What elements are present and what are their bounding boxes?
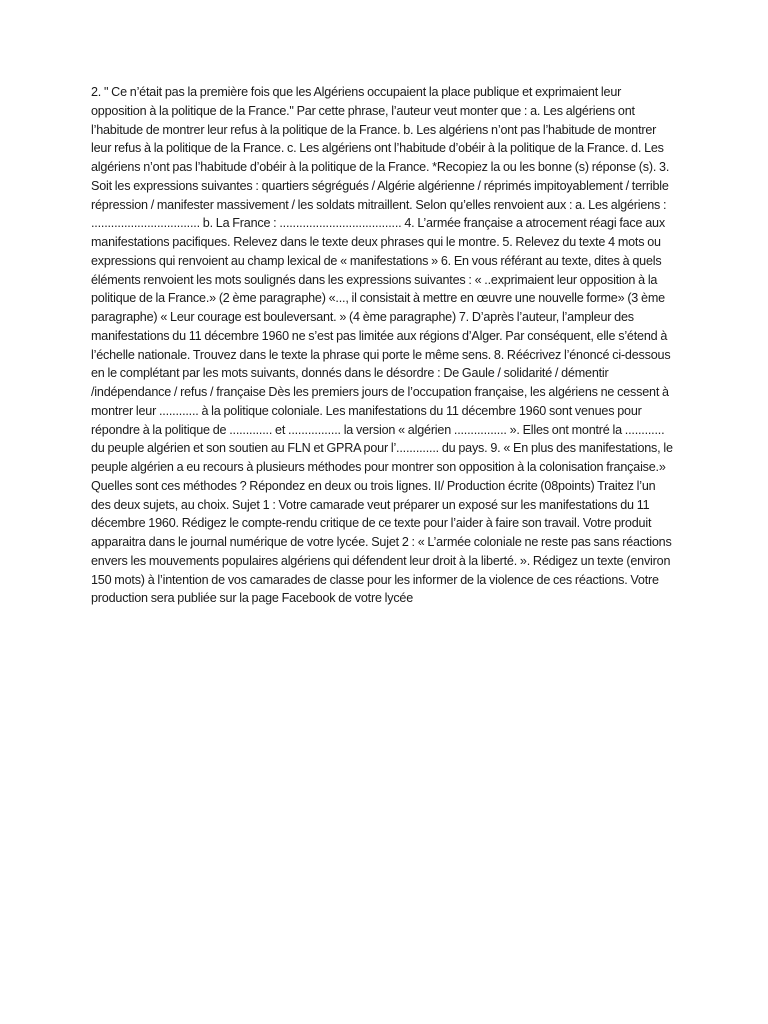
exam-questions-text: 2. " Ce n’était pas la première fois que les Algériens occupaient la place publique et exprimaient leur opposition à la politique de la France." Par cette phrase, l’auteur veut monter que : a. Les algériens ont l’habitude de montrer leur refus à la politique de la France. b. Les algériens n’ont pas l’habitude de montrer leur refus à la politique de la France. c. Les algériens ont l’habitude d’obéir à la politique de la France. d. Les algériens n’ont pas l’habitude d’obéir à la politique de la France. *Recopiez la ou les bonne (s) réponse (s). 3. Soit les expressions suivantes : quartiers ségrégués / Algérie algérienne / réprimés impitoyablement / terrible répression / manifester massivement / les soldats mitraillent. Selon qu’elles renvoient aux : a. Les algériens : ................................. b. La France : ..................................... 4. L’armée française a atrocement réagi face aux manifestations pacifiques. Relevez dans le texte deux phrases qui le montre. 5. Relevez du texte 4 mots ou expressions qui renvoient au champ lexical de « manifestations » 6. En vous référant au texte, dites à quels éléments renvoient les mots soulignés dans les expressions suivantes : « ..exprimaient leur opposition à la politique de la France.» (2 ème paragraphe) «..., il consistait à mettre en œuvre une nouvelle forme» (3 ème paragraphe) « Leur courage est bouleversant. » (4 ème paragraphe) 7. D’après l’auteur, l’ampleur des manifestations du 11 décembre 1960 ne s’est pas limitée aux régions d’Alger. Par conséquent, elle s’étend à l’échelle nationale. Trouvez dans le texte la phrase qui porte le même sens. 8. Réécrivez l’énoncé ci-dessous en le complétant par les mots suivants, donnés dans le désordre : De Gaule / solidarité / démentir /indépendance / refus / française Dès les premiers jours de l’occupation française, les algériens ne cessent à montrer leur ............ à la politique coloniale. Les manifestations du 11 décembre 1960 sont venues pour répondre à la politique de ............. et ................ la version « algérien ................ ». Elles ont montré la ............ du peuple algérien et son soutien au FLN et GPRA pour l’............. du pays. 9. « En plus des manifestations, le peuple algérien a eu recours à plusieurs méthodes pour montrer son opposition à la colonisation française.» Quelles sont ces méthodes ? Répondez en deux ou trois lignes. II/ Production écrite (08points) Traitez l’un des deux sujets, au choix. Sujet 1 : Votre camarade veut préparer un exposé sur les manifestations du 11 décembre 1960. Rédigez le compte-rendu critique de ce texte pour l’aider à faire son travail. Votre produit apparaitra dans le journal numérique de votre lycée. Sujet 2 : « L’armée coloniale ne reste pas sans réactions envers les mouvements populaires algériens qui défendent leur droit à la liberté. ». Rédigez un texte (environ 150 mots) à l’intention de vos camarades de classe pour les informer de la violence de ces réactions. Votre production sera publiée sur la page Facebook de votre lycée <box>91 85 673 606</box>
